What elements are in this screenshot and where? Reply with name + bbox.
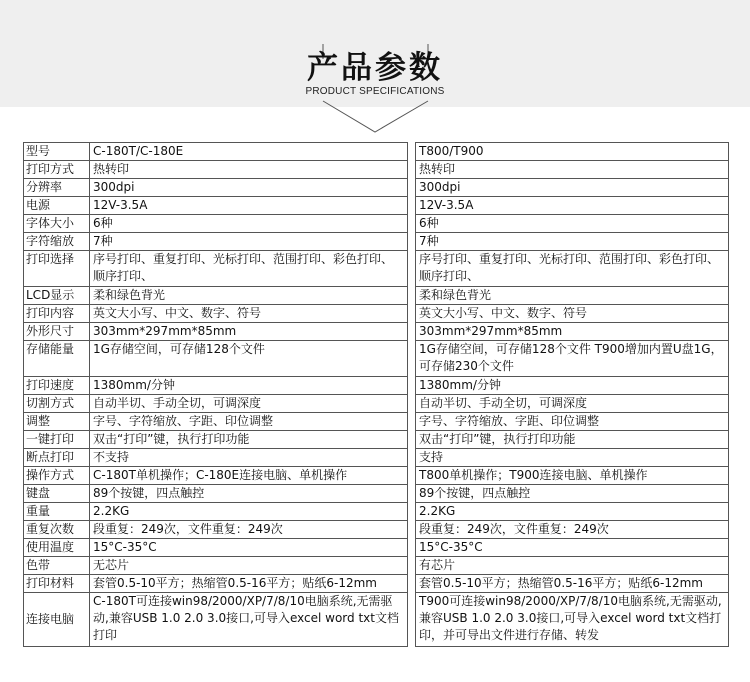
spec-value-t800: 套管0.5-10平方；热缩管0.5-16平方；贴纸6-12mm <box>416 575 729 593</box>
spec-value-t800: 6种 <box>416 215 729 233</box>
spec-value-c180: 89个按键，四点触控 <box>90 485 408 503</box>
column-gap <box>408 161 416 179</box>
column-gap <box>408 395 416 413</box>
spec-row <box>24 287 729 305</box>
column-gap <box>408 341 416 377</box>
spec-value-c180: 1380mm/分钟 <box>90 377 408 395</box>
spec-row <box>24 179 729 197</box>
spec-value-t800: 7种 <box>416 233 729 251</box>
spec-value-c180: 柔和绿色背光 <box>90 287 408 305</box>
spec-label: 色带 <box>24 557 90 575</box>
spec-label: 字体大小 <box>24 215 90 233</box>
spec-row <box>24 413 729 431</box>
spec-label: 型号 <box>24 143 90 161</box>
spec-label: 外形尺寸 <box>24 323 90 341</box>
spec-value-t800: T900可连接win98/2000/XP/7/8/10电脑系统,无需驱动,兼容USB 1.0 2.0 3.0接口,可导入excel word txt文档打印，并可导出文件进行存储、转发 <box>416 593 729 647</box>
spec-value-t800: 自动半切、手动全切，可调深度 <box>416 395 729 413</box>
spec-label: 重复次数 <box>24 521 90 539</box>
spec-row <box>24 323 729 341</box>
column-gap <box>408 575 416 593</box>
spec-row <box>24 143 729 161</box>
spec-row <box>24 521 729 539</box>
spec-value-t800: 柔和绿色背光 <box>416 287 729 305</box>
spec-label: 调整 <box>24 413 90 431</box>
spec-value-c180: 字号、字符缩放、字距、印位调整 <box>90 413 408 431</box>
spec-row <box>24 305 729 323</box>
spec-value-c180: 热转印 <box>90 161 408 179</box>
spec-label: 打印材料 <box>24 575 90 593</box>
spec-label: 打印选择 <box>24 251 90 287</box>
spec-value-c180: C-180T/C-180E <box>90 143 408 161</box>
column-gap <box>408 413 416 431</box>
spec-value-t800: 300dpi <box>416 179 729 197</box>
spec-label: 存储能量 <box>24 341 90 377</box>
spec-label: LCD显示 <box>24 287 90 305</box>
spec-row <box>24 215 729 233</box>
spec-label: 切割方式 <box>24 395 90 413</box>
column-gap <box>408 197 416 215</box>
spec-value-t800: 字号、字符缩放、字距、印位调整 <box>416 413 729 431</box>
column-gap <box>408 287 416 305</box>
spec-row <box>24 251 729 287</box>
column-gap <box>408 305 416 323</box>
column-gap <box>408 593 416 647</box>
spec-row <box>24 539 729 557</box>
page-subtitle: PRODUCT SPECIFICATIONS <box>305 86 445 97</box>
spec-row <box>24 557 729 575</box>
spec-value-t800: T800单机操作；T900连接电脑、单机操作 <box>416 467 729 485</box>
spec-value-c180: 1G存储空间，可存储128个文件 <box>90 341 408 377</box>
column-gap <box>408 431 416 449</box>
column-gap <box>408 323 416 341</box>
spec-value-t800: 1G存储空间，可存储128个文件 T900增加内置U盘1G，可存储230个文件 <box>416 341 729 377</box>
spec-label: 键盘 <box>24 485 90 503</box>
spec-value-c180: 自动半切、手动全切，可调深度 <box>90 395 408 413</box>
spec-value-t800: 英文大小写、中文、数字、符号 <box>416 305 729 323</box>
column-gap <box>408 485 416 503</box>
spec-value-t800: 段重复：249次，文件重复：249次 <box>416 521 729 539</box>
spec-row <box>24 377 729 395</box>
spec-value-c180: 7种 <box>90 233 408 251</box>
spec-label: 连接电脑 <box>24 593 90 647</box>
spec-value-t800: T800/T900 <box>416 143 729 161</box>
spec-row <box>24 575 729 593</box>
spec-label: 使用温度 <box>24 539 90 557</box>
spec-value-t800: 15°C-35°C <box>416 539 729 557</box>
spec-value-c180: 无芯片 <box>90 557 408 575</box>
spec-value-t800: 2.2KG <box>416 503 729 521</box>
spec-row <box>24 467 729 485</box>
spec-value-c180: C-180T可连接win98/2000/XP/7/8/10电脑系统,无需驱动,兼容USB 1.0 2.0 3.0接口,可导入excel word txt文档打印 <box>90 593 408 647</box>
spec-label: 字符缩放 <box>24 233 90 251</box>
spec-table-body <box>24 143 729 647</box>
spec-value-c180: 双击“打印”键，执行打印功能 <box>90 431 408 449</box>
column-gap <box>408 539 416 557</box>
spec-value-c180: 套管0.5-10平方；热缩管0.5-16平方；贴纸6-12mm <box>90 575 408 593</box>
spec-row <box>24 431 729 449</box>
spec-value-c180: 序号打印、重复打印、光标打印、范围打印、彩色打印、顺序打印、 <box>90 251 408 287</box>
column-gap <box>408 449 416 467</box>
spec-row <box>24 161 729 179</box>
spec-row <box>24 485 729 503</box>
column-gap <box>408 143 416 161</box>
spec-label: 操作方式 <box>24 467 90 485</box>
spec-value-c180: C-180T单机操作；C-180E连接电脑、单机操作 <box>90 467 408 485</box>
spec-value-t800: 序号打印、重复打印、光标打印、范围打印、彩色打印、顺序打印、 <box>416 251 729 287</box>
spec-value-t800: 89个按键，四点触控 <box>416 485 729 503</box>
spec-label: 电源 <box>24 197 90 215</box>
spec-value-t800: 支持 <box>416 449 729 467</box>
spec-row <box>24 341 729 377</box>
spec-value-c180: 2.2KG <box>90 503 408 521</box>
spec-value-t800: 1380mm/分钟 <box>416 377 729 395</box>
spec-value-c180: 303mm*297mm*85mm <box>90 323 408 341</box>
spec-value-c180: 300dpi <box>90 179 408 197</box>
spec-value-t800: 有芯片 <box>416 557 729 575</box>
spec-label: 打印速度 <box>24 377 90 395</box>
spec-value-t800: 双击“打印”键，执行打印功能 <box>416 431 729 449</box>
spec-row <box>24 449 729 467</box>
column-gap <box>408 377 416 395</box>
spec-value-t800: 热转印 <box>416 161 729 179</box>
column-gap <box>408 467 416 485</box>
spec-row <box>24 593 729 647</box>
spec-value-c180: 12V-3.5A <box>90 197 408 215</box>
page-title: 产品参数 <box>307 50 443 86</box>
spec-row <box>24 503 729 521</box>
spec-value-t800: 12V-3.5A <box>416 197 729 215</box>
spec-value-c180: 6种 <box>90 215 408 233</box>
spec-row <box>24 233 729 251</box>
column-gap <box>408 557 416 575</box>
column-gap <box>408 251 416 287</box>
column-gap <box>408 521 416 539</box>
column-gap <box>408 503 416 521</box>
spec-table <box>23 142 729 647</box>
spec-row <box>24 197 729 215</box>
spec-label: 断点打印 <box>24 449 90 467</box>
column-gap <box>408 233 416 251</box>
spec-label: 打印方式 <box>24 161 90 179</box>
spec-label: 一键打印 <box>24 431 90 449</box>
spec-label: 打印内容 <box>24 305 90 323</box>
spec-value-c180: 不支持 <box>90 449 408 467</box>
spec-value-c180: 15°C-35°C <box>90 539 408 557</box>
spec-value-c180: 英文大小写、中文、数字、符号 <box>90 305 408 323</box>
column-gap <box>408 179 416 197</box>
spec-value-t800: 303mm*297mm*85mm <box>416 323 729 341</box>
spec-label: 重量 <box>24 503 90 521</box>
spec-value-c180: 段重复：249次，文件重复：249次 <box>90 521 408 539</box>
column-gap <box>408 215 416 233</box>
spec-row <box>24 395 729 413</box>
spec-label: 分辨率 <box>24 179 90 197</box>
